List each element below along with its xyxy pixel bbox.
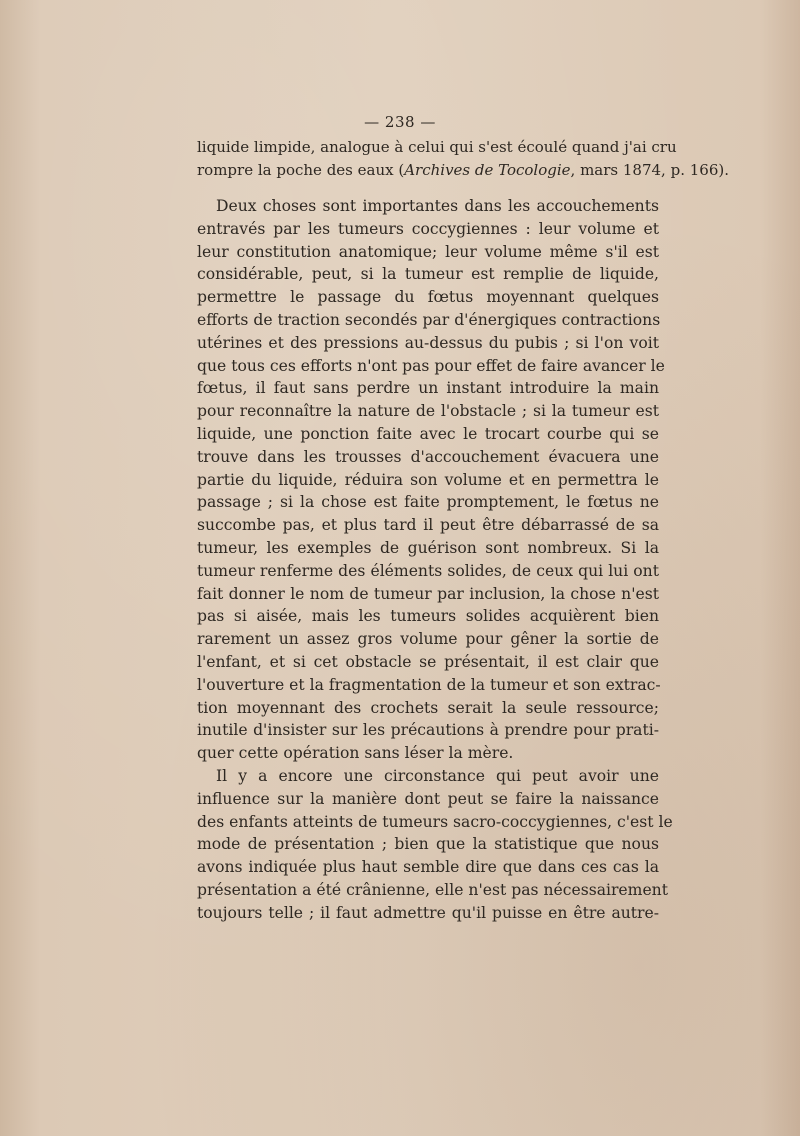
paragraph-line: présentation a été crânienne, elle n'est pas nécessairement [197,880,668,899]
footnote-continuation [197,136,729,182]
paragraph-line: tion moyennant des crochets serait la seule ressource; [197,698,659,717]
paragraph-line: leur constitution anatomique; leur volume même s'il est [197,242,659,261]
paragraph-line: mode de présentation ; bien que la statistique que nous [197,835,659,854]
paragraph-line: l'enfant, et si cet obstacle se présentait, il est clair que [197,652,659,671]
paragraph-line: Il y a encore une circonstance qui peut avoir une [216,766,659,785]
paragraph-line: que tous ces efforts n'ont pas pour effet de faire avancer le [197,356,665,375]
footnote-line: liquide limpide, analogue à celui qui s'est écoulé quand j'ai cru [197,138,677,156]
footnote-text: rompre la poche des eaux ( [197,161,405,179]
paragraph-line: entravés par les tumeurs coccygiennes : leur volume et [197,219,659,238]
paragraph-line: passage ; si la chose est faite promptement, le fœtus ne [197,493,659,512]
paragraph-line: rarement un assez gros volume pour gêner la sortie de [197,630,659,649]
paragraph-line: considérable, peut, si la tumeur est remplie de liquide, [197,265,659,284]
paragraph-line: Deux choses sont importantes dans les accouchements [216,197,659,215]
paragraph-line: des enfants atteints de tumeurs sacro-coccygiennes, c'est le [197,812,673,831]
paragraph-line: l'ouverture et la fragmentation de la tumeur et son extrac- [197,675,661,694]
paragraph-line: trouve dans les trousses d'accouchement évacuera une [197,447,659,466]
footnote-line [197,159,729,182]
paragraph-line: toujours telle ; il faut admettre qu'il puisse en être autre- [197,903,659,922]
paragraph-line: permettre le passage du fœtus moyennant quelques [197,288,659,307]
paragraph-line: fait donner le nom de tumeur par inclusion, la chose n'est [197,584,659,603]
paragraph-line: succombe pas, et plus tard il peut être débarrassé de sa [197,516,659,535]
paragraph-line: influence sur la manière dont peut se faire la naissance [197,789,659,808]
main-text [197,195,673,925]
paragraph-line: efforts de traction secondés par d'énergiques contractions [197,310,661,329]
paragraph-line: tumeur, les exemples de guérison sont nombreux. Si la [197,538,659,557]
paragraph-line: pas si aisée, mais les tumeurs solides acquièrent bien [197,607,659,626]
footnote-text: , mars 1874, p. 166). [570,161,729,179]
paragraph-line: fœtus, il faut sans perdre un instant introduire la main [197,379,659,398]
paragraph-line: liquide, une ponction faite avec le trocart courbe qui se [197,424,659,443]
paragraph-line: inutile d'insister sur les précautions à prendre pour prati- [197,721,659,740]
paragraph-line: quer cette opération sans léser la mère. [197,744,514,763]
paragraph-line: pour reconnaître la nature de l'obstacle ; si la tumeur est [197,402,659,421]
paragraph-line: utérines et des pressions au-dessus du pubis ; si l'on voit [197,333,659,352]
paragraph-line: avons indiquée plus haut semble dire que dans ces cas la [197,858,659,877]
paragraph-line: partie du liquide, réduira son volume et en permettra le [197,470,659,489]
paragraph-line: tumeur renferme des éléments solides, de ceux qui lui ont [197,561,659,580]
page-number: — 238 — [364,113,436,131]
journal-title: Archives de Tocologie [404,161,571,179]
